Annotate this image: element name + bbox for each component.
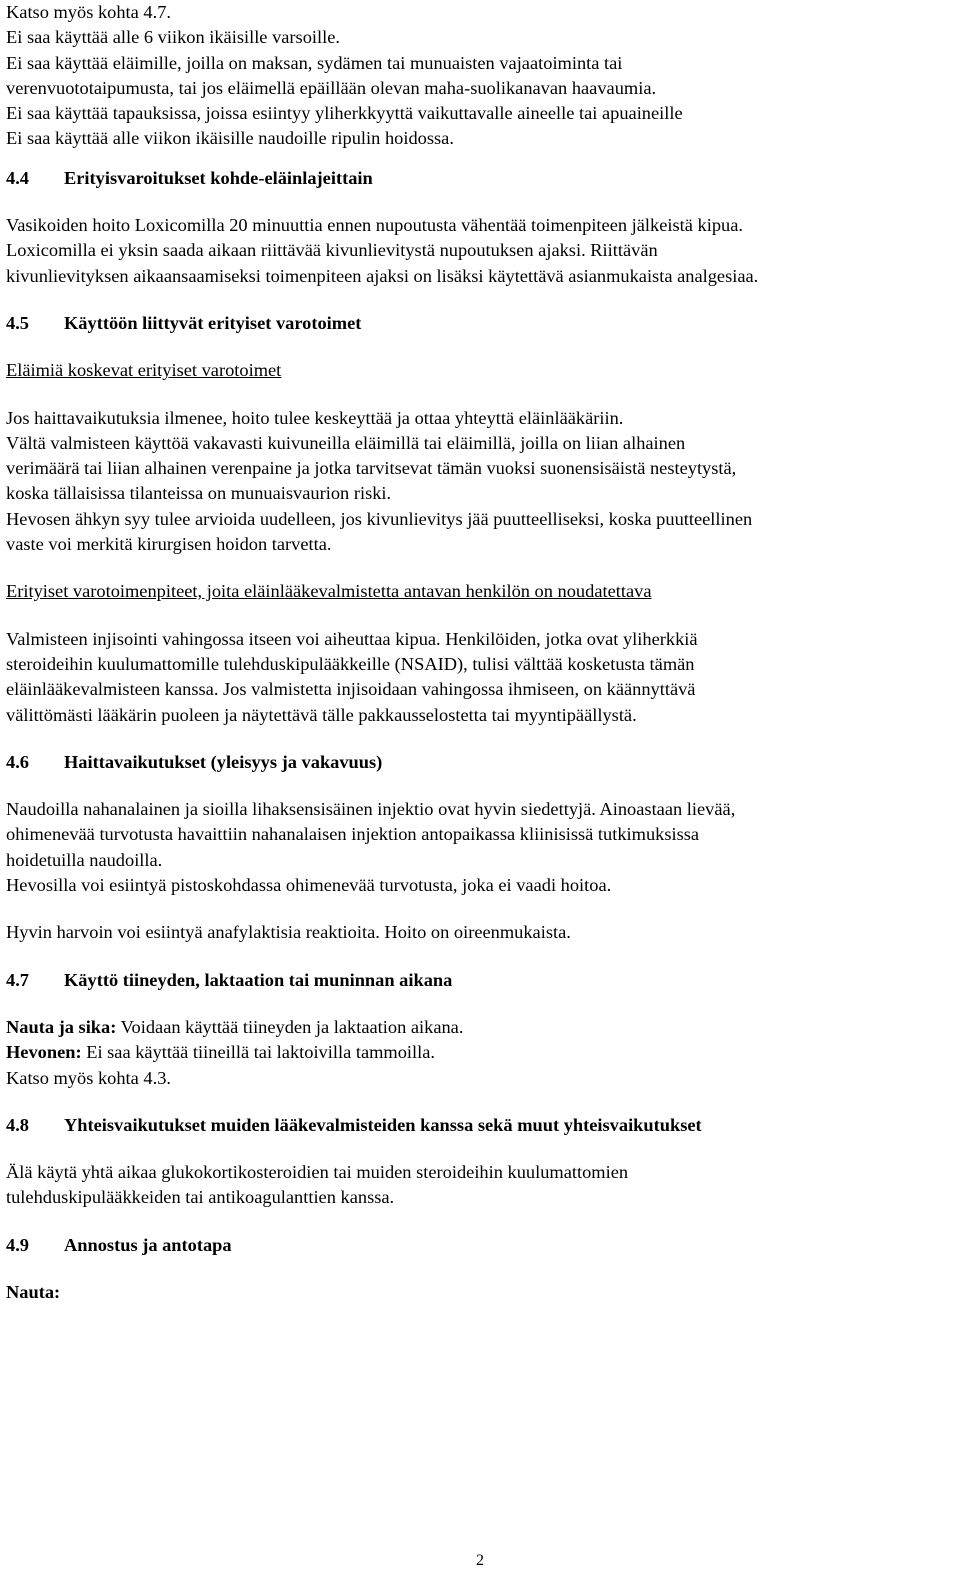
section-title: Haittavaikutukset (yleisyys ja vakavuus) [64,751,383,772]
document-page [6,0,956,1305]
section-heading-4-8 [6,1113,956,1138]
text-line: Hevosilla voi esiintyä pistoskohdassa ohimenevää turvotusta, joka ei vaadi hoitoa. [6,875,612,896]
page-number: 2 [476,1552,484,1569]
text-line: ohimenevää turvotusta havaittiin nahanalaisen injektion antopaikassa kliinisissä tutkimuksissa [6,824,700,845]
text-line: kivunlievityksen aikaansaamiseksi toimenpiteen ajaksi on lisäksi käytettävä asianmukaista analgesiaa. [6,265,759,286]
text-line [6,1015,956,1040]
section-title: Annostus ja antotapa [64,1234,232,1255]
section-title: Käyttöön liittyvät erityiset varotoimet [64,312,362,333]
text-line: Ei saa käyttää tapauksissa, joissa esiintyy yliherkkyyttä vaikuttavalle aineelle tai apuaineille [6,103,683,124]
text-line [6,1040,956,1065]
section-heading-4-6 [6,750,956,775]
section-number: 4.4 [6,167,29,188]
species-label: Hevonen: [6,1042,82,1063]
species-label: Nauta ja sika: [6,1016,117,1037]
text-line: verenvuototaipumusta, tai jos eläimellä epäillään olevan maha-suolikanavan haavaumia. [6,77,657,98]
section-heading-4-7 [6,968,956,993]
section-number: 4.7 [6,969,29,990]
section-number: 4.5 [6,312,29,333]
text-line: Vältä valmisteen käyttöä vakavasti kuivuneilla eläimillä tai eläimillä, joilla on liian alhainen [6,432,686,453]
section-title: Yhteisvaikutukset muiden lääkevalmisteiden kanssa sekä muut yhteisvaikutukset [64,1114,702,1135]
species-text: Voidaan käyttää tiineyden ja laktaation aikana. [116,1016,464,1037]
text-line: Valmisteen injisointi vahingossa itseen voi aiheuttaa kipua. Henkilöiden, jotka ovat yliherkkiä [6,628,698,649]
text-line: Katso myös kohta 4.7. [6,2,171,22]
text-line: Jos haittavaikutuksia ilmenee, hoito tulee keskeyttää ja ottaa yhteyttä eläinlääkäriin. [6,407,624,428]
text-line: steroideihin kuulumattomille tulehduskipulääkkeille (NSAID), tulisi välttää kosketusta tämän [6,653,695,674]
section-heading-4-4 [6,166,956,191]
section-number: 4.9 [6,1234,29,1255]
text-line: Katso myös kohta 4.3. [6,1067,171,1088]
text-line: hoidetuilla naudoilla. [6,849,163,870]
section-heading-4-9 [6,1233,956,1258]
text-line: Ei saa käyttää eläimille, joilla on maksan, sydämen tai munuaisten vajaatoiminta tai [6,52,623,73]
text-line: välittömästi lääkärin puoleen ja näytettävä tälle pakkausselostetta tai myyntipäällystä. [6,704,637,725]
top-lines [6,0,956,152]
text-line: verimäärä tai liian alhainen verenpaine ja jotka tarvitsevat tämän vuoksi suonensisäistä nesteytystä, [6,458,737,479]
subheading-animals: Eläimiä koskevat erityiset varotoimet [6,360,282,381]
text-line: Hevosen ähkyn syy tulee arvioida uudelleen, jos kivunlievitys jää puutteelliseksi, koska puutteellinen [6,508,753,529]
section-title: Käyttö tiineyden, laktaation tai muninnan aikana [64,969,453,990]
text-line: Älä käytä yhtä aikaa glukokortikosteroidien tai muiden steroideihin kuulumattomien [6,1162,629,1183]
text-line: Ei saa käyttää alle viikon ikäisille naudoille ripulin hoidossa. [6,128,454,149]
section-heading-4-5 [6,311,956,336]
species-text: Ei saa käyttää tiineillä tai laktoivilla tammoilla. [81,1042,436,1063]
subheading-administrator: Erityiset varotoimenpiteet, joita eläinlääkevalmistetta antavan henkilön on noudatettava [6,581,652,602]
text-line: Hyvin harvoin voi esiintyä anafylaktisia reaktioita. Hoito on oireenmukaista. [6,922,571,943]
text-line: tulehduskipulääkkeiden tai antikoagulanttien kanssa. [6,1187,395,1208]
section-number: 4.6 [6,751,29,772]
section-title: Erityisvaroitukset kohde-eläinlajeittain [64,167,373,188]
text-line: vaste voi merkitä kirurgisen hoidon tarvetta. [6,534,332,555]
section-number: 4.8 [6,1114,29,1135]
text-line: Loxicomilla ei yksin saada aikaan riittävää kivunlievitystä nupoutuksen ajaksi. Riittävän [6,240,658,261]
text-line: koska tällaisissa tilanteissa on munuaisvaurion riski. [6,483,392,504]
text-line: Vasikoiden hoito Loxicomilla 20 minuuttia ennen nupoutusta vähentää toimenpiteen jälkeistä kipua. [6,215,743,236]
text-line: Naudoilla nahanalainen ja sioilla lihaksensisäinen injektio ovat hyvin siedettyjä. Ainoastaan lievää, [6,799,736,820]
text-line: Ei saa käyttää alle 6 viikon ikäisille varsoille. [6,27,340,48]
subheading-nauta: Nauta: [6,1281,61,1302]
text-line: eläinlääkevalmisteen kanssa. Jos valmistetta injisoidaan vahingossa ihmiseen, on käännyttävä [6,679,696,700]
